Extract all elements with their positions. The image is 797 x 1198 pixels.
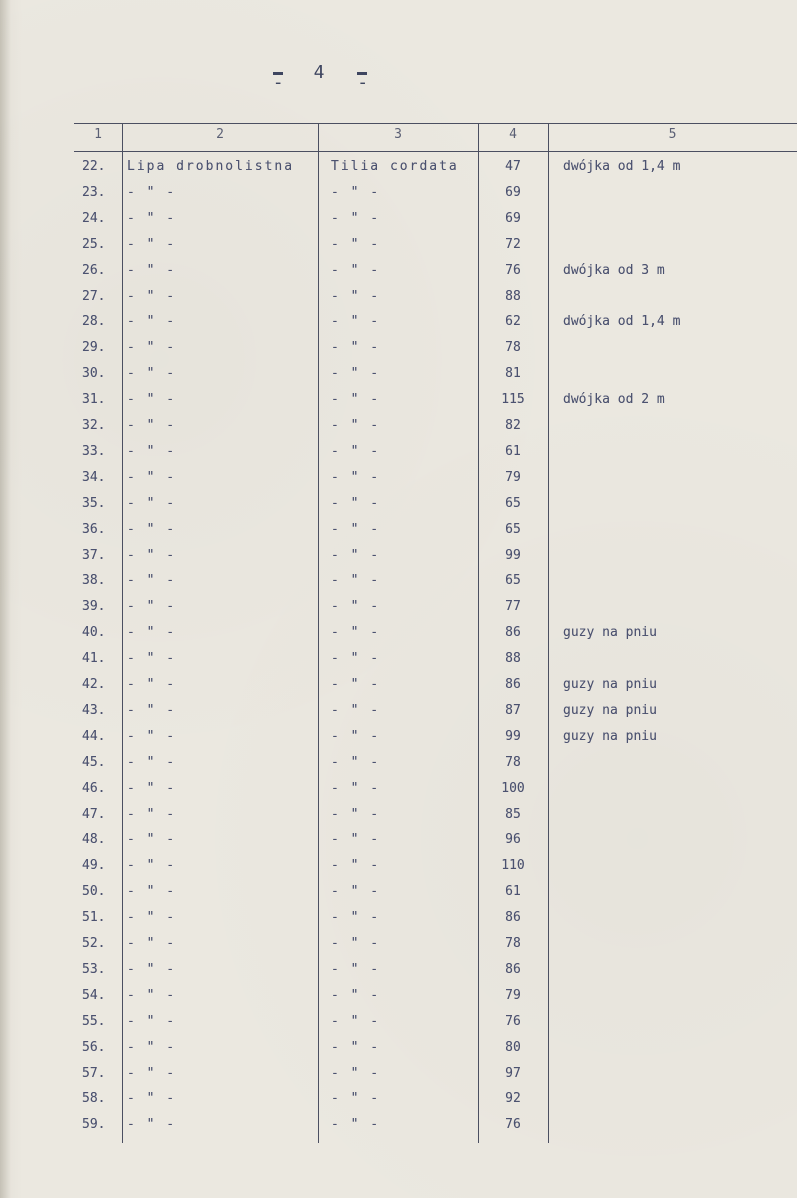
- row-number: 35.: [82, 495, 106, 511]
- table-row: [74, 827, 797, 853]
- row-number: 39.: [82, 599, 106, 615]
- common-name: - " -: [127, 1013, 177, 1029]
- table-row: [74, 387, 797, 413]
- row-number: 37.: [82, 547, 106, 563]
- latin-name: - " -: [331, 236, 381, 252]
- row-number: 55.: [82, 1013, 106, 1029]
- remarks: guzy na pniu: [563, 728, 657, 744]
- common-name: - " -: [127, 184, 177, 200]
- common-name: - " -: [127, 1091, 177, 1107]
- circumference-value: 88: [505, 288, 521, 304]
- latin-name: - " -: [331, 754, 381, 770]
- row-number: 48.: [82, 832, 106, 848]
- row-number: 28.: [82, 314, 106, 330]
- table-row: [74, 776, 797, 802]
- latin-name: - " -: [331, 780, 381, 796]
- latin-name: - " -: [331, 495, 381, 511]
- latin-name: - " -: [331, 1091, 381, 1107]
- row-number: 46.: [82, 780, 106, 796]
- table-row: [74, 232, 797, 258]
- table-row: [74, 284, 797, 310]
- table-row: [74, 750, 797, 776]
- table-row: [74, 543, 797, 569]
- table-row: [74, 180, 797, 206]
- common-name: - " -: [127, 858, 177, 874]
- table-row: [74, 594, 797, 620]
- latin-name: - " -: [331, 651, 381, 667]
- table-top-rule: [74, 123, 797, 124]
- common-name: - " -: [127, 780, 177, 796]
- common-name: - " -: [127, 806, 177, 822]
- latin-name: - " -: [331, 210, 381, 226]
- circumference-value: 61: [505, 884, 521, 900]
- table-row: [74, 1061, 797, 1087]
- common-name: - " -: [127, 469, 177, 485]
- common-name: - " -: [127, 314, 177, 330]
- circumference-value: 82: [505, 418, 521, 433]
- row-number: 33.: [82, 443, 106, 459]
- common-name: - " -: [127, 910, 177, 926]
- latin-name: - " -: [331, 288, 381, 304]
- table-row: [74, 905, 797, 931]
- circumference-value: 81: [505, 366, 521, 382]
- common-name: - " -: [127, 702, 177, 718]
- row-number: 30.: [82, 366, 106, 382]
- latin-name: - " -: [331, 910, 381, 926]
- latin-name: - " -: [331, 366, 381, 382]
- latin-name: - " -: [331, 340, 381, 356]
- common-name: - " -: [127, 961, 177, 977]
- circumference-value: 65: [505, 573, 521, 589]
- header-col-1: 1: [94, 127, 102, 142]
- circumference-value: 92: [505, 1091, 521, 1107]
- row-number: 51.: [82, 910, 106, 926]
- remarks: dwójka od 1,4 m: [563, 159, 681, 174]
- latin-name: - " -: [331, 832, 381, 848]
- common-name: - " -: [127, 936, 177, 951]
- header-col-4: 4: [509, 127, 517, 142]
- header-col-3: 3: [394, 127, 402, 142]
- row-number: 59.: [82, 1117, 106, 1133]
- circumference-value: 69: [505, 210, 521, 226]
- latin-name: - " -: [331, 547, 381, 563]
- circumference-value: 77: [505, 599, 521, 615]
- table-row: [74, 309, 797, 335]
- latin-name: Tilia cordata: [331, 159, 459, 174]
- row-number: 53.: [82, 961, 106, 977]
- table-row: [74, 931, 797, 957]
- common-name: Lipa drobnolistna: [127, 159, 295, 174]
- row-number: 50.: [82, 884, 106, 900]
- row-number: 57.: [82, 1065, 106, 1081]
- latin-name: - " -: [331, 573, 381, 589]
- circumference-value: 87: [505, 702, 521, 718]
- tree-inventory-table: [74, 123, 797, 1143]
- common-name: - " -: [127, 495, 177, 511]
- latin-name: - " -: [331, 1117, 381, 1133]
- remarks: guzy na pniu: [563, 677, 657, 692]
- circumference-value: 78: [505, 936, 521, 951]
- row-number: 24.: [82, 210, 106, 226]
- table-row: [74, 413, 797, 439]
- row-number: 52.: [82, 936, 106, 951]
- table-row: [74, 646, 797, 672]
- circumference-value: 85: [505, 806, 521, 822]
- header-col-2: 2: [216, 127, 224, 142]
- latin-name: - " -: [331, 521, 381, 537]
- table-row: [74, 258, 797, 284]
- row-number: 49.: [82, 858, 106, 874]
- circumference-value: 78: [505, 754, 521, 770]
- table-row: [74, 853, 797, 879]
- header-col-5: 5: [668, 127, 677, 142]
- latin-name: - " -: [331, 884, 381, 900]
- latin-name: - " -: [331, 184, 381, 200]
- circumference-value: 65: [505, 521, 521, 537]
- row-number: 29.: [82, 340, 106, 356]
- circumference-value: 80: [505, 1039, 521, 1055]
- common-name: - " -: [127, 392, 177, 408]
- common-name: - " -: [127, 832, 177, 848]
- common-name: - " -: [127, 340, 177, 356]
- circumference-value: 110: [501, 858, 525, 874]
- row-number: 23.: [82, 184, 106, 200]
- table-row: [74, 879, 797, 905]
- table-row: [74, 465, 797, 491]
- latin-name: - " -: [331, 728, 381, 744]
- circumference-value: 78: [505, 340, 521, 356]
- circumference-value: 61: [505, 443, 521, 459]
- common-name: - " -: [127, 262, 177, 278]
- latin-name: - " -: [331, 625, 381, 641]
- common-name: - " -: [127, 1117, 177, 1133]
- latin-name: - " -: [331, 936, 381, 951]
- latin-name: - " -: [331, 392, 381, 408]
- table-row: [74, 491, 797, 517]
- table-row: [74, 957, 797, 983]
- latin-name: - " -: [331, 1065, 381, 1081]
- table-row: [74, 206, 797, 232]
- common-name: - " -: [127, 987, 177, 1003]
- table-row: [74, 698, 797, 724]
- row-number: 47.: [82, 806, 106, 822]
- row-number: 42.: [82, 677, 106, 692]
- latin-name: - " -: [331, 1039, 381, 1055]
- circumference-value: 76: [505, 1013, 521, 1029]
- row-number: 44.: [82, 728, 106, 744]
- common-name: - " -: [127, 236, 177, 252]
- circumference-value: 99: [505, 547, 521, 563]
- page-number-value: 4: [313, 62, 327, 83]
- row-number: 31.: [82, 392, 106, 408]
- circumference-value: 115: [501, 392, 525, 408]
- latin-name: - " -: [331, 469, 381, 485]
- table-row: [74, 568, 797, 594]
- row-number: 34.: [82, 469, 106, 485]
- page-number-dash-right: -: [357, 71, 371, 93]
- circumference-value: 88: [505, 651, 521, 667]
- remarks: dwójka od 3 m: [563, 262, 665, 278]
- latin-name: - " -: [331, 858, 381, 874]
- table-row: [74, 154, 797, 180]
- circumference-value: 86: [505, 677, 521, 692]
- latin-name: - " -: [331, 418, 381, 433]
- table-row: [74, 361, 797, 387]
- common-name: - " -: [127, 884, 177, 900]
- table-header-rule: [74, 151, 797, 152]
- row-number: 22.: [82, 159, 106, 174]
- page-number-dash-left: -: [272, 71, 286, 93]
- circumference-value: 69: [505, 184, 521, 200]
- circumference-value: 47: [505, 159, 521, 174]
- table-row: [74, 620, 797, 646]
- latin-name: - " -: [331, 262, 381, 278]
- table-row: [74, 1035, 797, 1061]
- circumference-value: 99: [505, 728, 521, 744]
- remarks: guzy na pniu: [563, 702, 657, 718]
- remarks: dwójka od 2 m: [563, 392, 665, 408]
- latin-name: - " -: [331, 806, 381, 822]
- latin-name: - " -: [331, 961, 381, 977]
- page-number: [0, 62, 640, 93]
- row-number: 54.: [82, 987, 106, 1003]
- common-name: - " -: [127, 651, 177, 667]
- table-row: [74, 1009, 797, 1035]
- circumference-value: 79: [505, 469, 521, 485]
- remarks: guzy na pniu: [563, 625, 657, 641]
- table-row: [74, 517, 797, 543]
- common-name: - " -: [127, 599, 177, 615]
- row-number: 58.: [82, 1091, 106, 1107]
- table-row: [74, 672, 797, 698]
- common-name: - " -: [127, 728, 177, 744]
- circumference-value: 86: [505, 625, 521, 641]
- row-number: 38.: [82, 573, 106, 589]
- common-name: - " -: [127, 547, 177, 563]
- latin-name: - " -: [331, 987, 381, 1003]
- circumference-value: 96: [505, 832, 521, 848]
- latin-name: - " -: [331, 443, 381, 459]
- circumference-value: 86: [505, 910, 521, 926]
- table-row: [74, 724, 797, 750]
- remarks: dwójka od 1,4 m: [563, 314, 681, 330]
- common-name: - " -: [127, 443, 177, 459]
- circumference-value: 72: [505, 236, 521, 252]
- circumference-value: 76: [505, 262, 521, 278]
- row-number: 40.: [82, 625, 106, 641]
- latin-name: - " -: [331, 702, 381, 718]
- table-row: [74, 1086, 797, 1112]
- table-row: [74, 439, 797, 465]
- row-number: 45.: [82, 754, 106, 770]
- table-row: [74, 1112, 797, 1138]
- circumference-value: 65: [505, 495, 521, 511]
- circumference-value: 79: [505, 987, 521, 1003]
- page-edge-shadow: [0, 0, 22, 1198]
- circumference-value: 76: [505, 1117, 521, 1133]
- circumference-value: 100: [501, 780, 525, 796]
- common-name: - " -: [127, 754, 177, 770]
- row-number: 32.: [82, 418, 106, 433]
- common-name: - " -: [127, 521, 177, 537]
- table-row: [74, 802, 797, 828]
- row-number: 56.: [82, 1039, 106, 1055]
- circumference-value: 62: [505, 314, 521, 330]
- latin-name: - " -: [331, 677, 381, 692]
- common-name: - " -: [127, 288, 177, 304]
- common-name: - " -: [127, 418, 177, 433]
- latin-name: - " -: [331, 1013, 381, 1029]
- common-name: - " -: [127, 1039, 177, 1055]
- table-row: [74, 335, 797, 361]
- common-name: - " -: [127, 210, 177, 226]
- circumference-value: 97: [505, 1065, 521, 1081]
- common-name: - " -: [127, 573, 177, 589]
- row-number: 25.: [82, 236, 106, 252]
- row-number: 43.: [82, 702, 106, 718]
- latin-name: - " -: [331, 314, 381, 330]
- latin-name: - " -: [331, 599, 381, 615]
- row-number: 41.: [82, 651, 106, 667]
- common-name: - " -: [127, 625, 177, 641]
- common-name: - " -: [127, 1065, 177, 1081]
- common-name: - " -: [127, 677, 177, 692]
- table-row: [74, 983, 797, 1009]
- row-number: 27.: [82, 288, 106, 304]
- common-name: - " -: [127, 366, 177, 382]
- circumference-value: 86: [505, 961, 521, 977]
- row-number: 26.: [82, 262, 106, 278]
- row-number: 36.: [82, 521, 106, 537]
